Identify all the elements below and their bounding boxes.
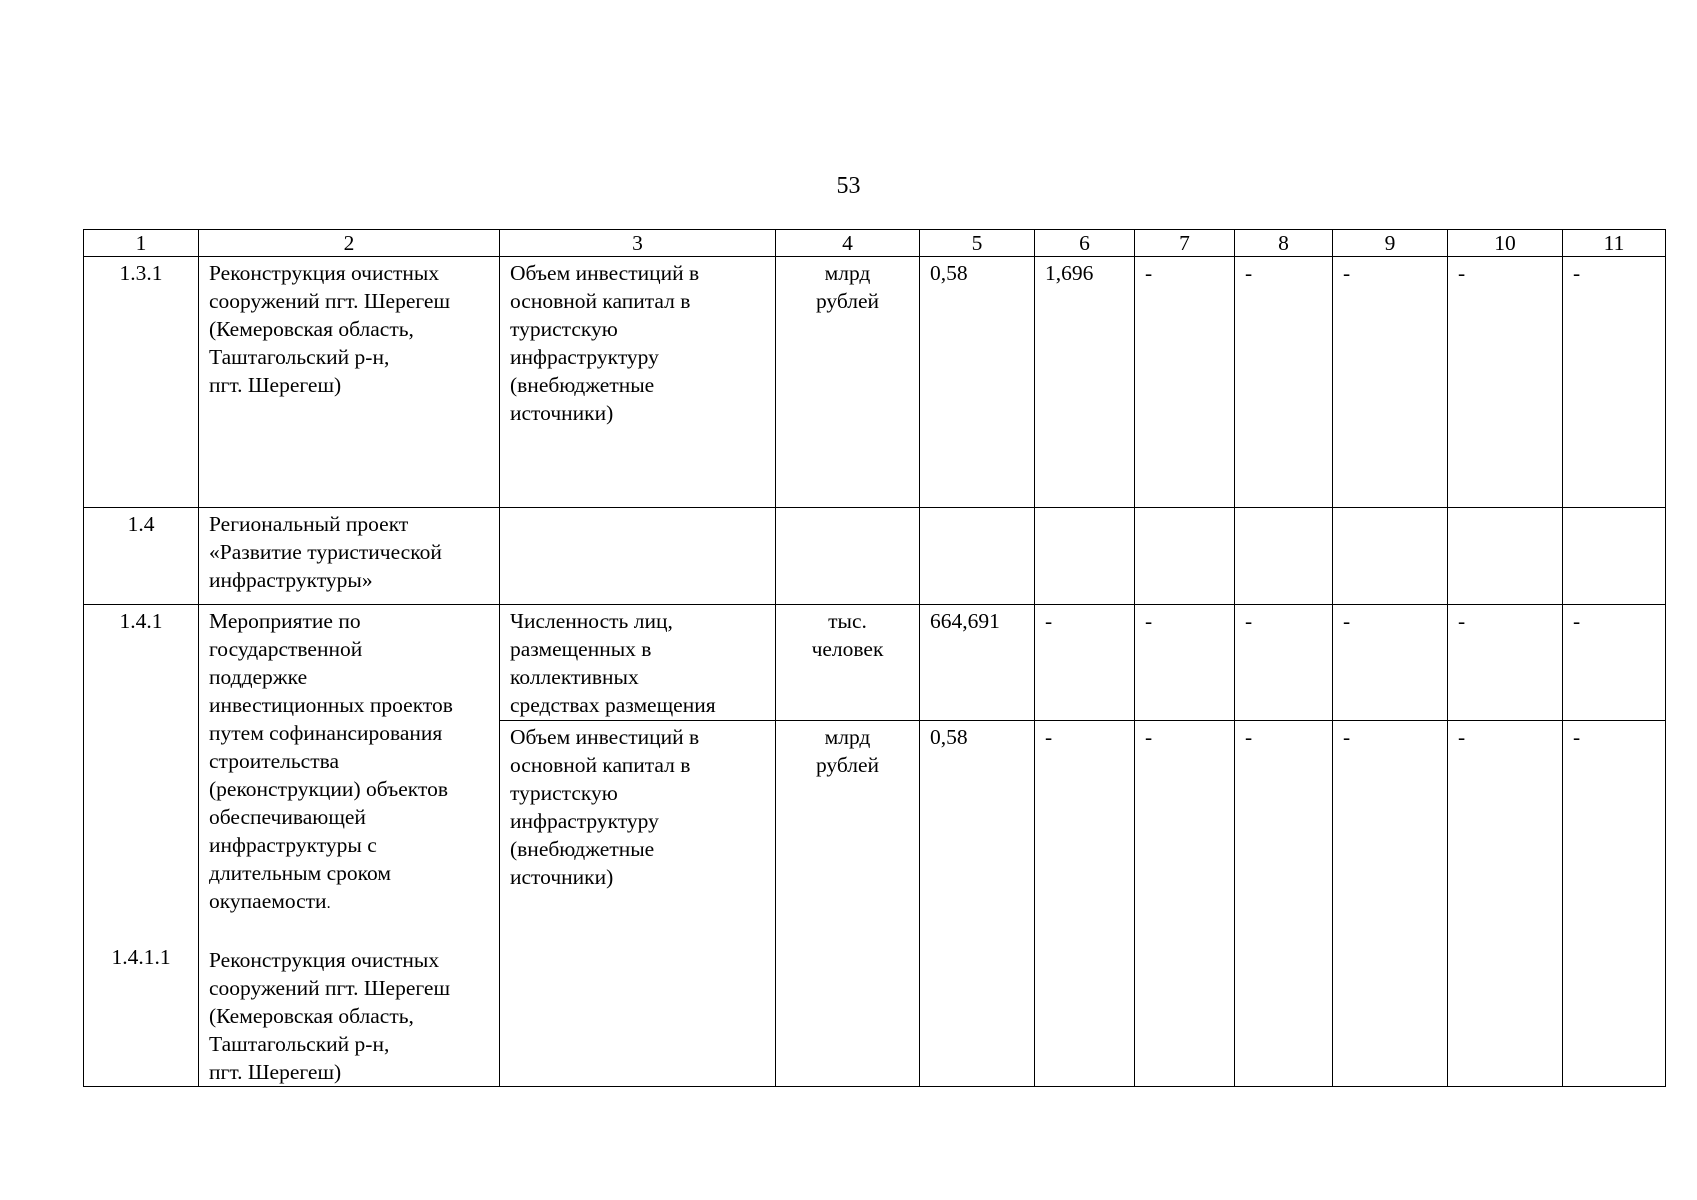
row-unit bbox=[776, 720, 920, 1086]
row-unit bbox=[776, 605, 920, 721]
row-number-main: 1.4.1 bbox=[119, 609, 163, 633]
table-header-row bbox=[84, 230, 1666, 257]
text-line: Таштагольский р-н, bbox=[209, 1032, 390, 1056]
text-line: тыс. bbox=[828, 609, 867, 633]
text-line: (внебюджетные bbox=[510, 373, 655, 397]
empty-cell bbox=[1235, 508, 1333, 605]
text-line: инфраструктуру bbox=[510, 808, 659, 833]
row-indicator bbox=[500, 257, 776, 508]
row-unit bbox=[776, 257, 920, 508]
text-line: путем софинансирования bbox=[209, 721, 443, 745]
empty-cell bbox=[1135, 508, 1235, 605]
value-cell: - bbox=[1448, 605, 1563, 721]
value-cell: - bbox=[1235, 720, 1333, 1086]
value-cell: - bbox=[1563, 257, 1666, 508]
header-cell: 4 bbox=[776, 230, 920, 257]
value-cell: - bbox=[1135, 720, 1235, 1086]
text-line: (Кемеровская область, bbox=[209, 1004, 414, 1028]
value-cell: - bbox=[1035, 605, 1135, 721]
row-name bbox=[199, 508, 500, 605]
empty-cell bbox=[920, 508, 1035, 605]
text-line: основной капитал в bbox=[510, 289, 691, 313]
text-line: Реконструкция очистных bbox=[209, 948, 440, 972]
value-cell: 0,58 bbox=[920, 257, 1035, 508]
text-line: длительным сроком bbox=[209, 861, 391, 885]
text-line: строительства bbox=[209, 749, 340, 773]
text-line: поддержке bbox=[209, 665, 308, 689]
value-cell: - bbox=[1135, 257, 1235, 508]
header-cell: 9 bbox=[1333, 230, 1448, 257]
text-line: источники) bbox=[510, 401, 614, 425]
text-line: инвестиционных проектов bbox=[209, 693, 453, 717]
text-line: Объем инвестиций в bbox=[510, 724, 700, 749]
row-number: 1.4 bbox=[84, 508, 199, 605]
spacer bbox=[94, 635, 188, 943]
text-line: туристскую bbox=[510, 780, 618, 805]
row-indicator bbox=[500, 720, 776, 1086]
value-cell: - bbox=[1235, 257, 1333, 508]
text-line: инфраструктуры» bbox=[209, 568, 373, 592]
header-cell: 5 bbox=[920, 230, 1035, 257]
empty-cell bbox=[1448, 508, 1563, 605]
page-number: 53 bbox=[836, 173, 861, 199]
row-name bbox=[199, 257, 500, 508]
text-line: основной капитал в bbox=[510, 752, 691, 777]
value-cell: 664,691 bbox=[920, 605, 1035, 721]
text-line: рублей bbox=[815, 752, 880, 777]
text-line bbox=[209, 887, 489, 918]
header-cell: 1 bbox=[84, 230, 199, 257]
header-cell: 2 bbox=[199, 230, 500, 257]
text-line: размещенных в bbox=[510, 637, 652, 661]
text-line: инфраструктуры с bbox=[209, 833, 377, 857]
text-line: человек bbox=[811, 637, 884, 661]
spacer bbox=[209, 918, 489, 946]
empty-cell bbox=[776, 508, 920, 605]
header-cell: 10 bbox=[1448, 230, 1563, 257]
value-cell: - bbox=[1563, 605, 1666, 721]
text-line: «Развитие туристической bbox=[209, 540, 442, 564]
text-line: (Кемеровская область, bbox=[209, 317, 414, 341]
value-cell: - bbox=[1563, 720, 1666, 1086]
row-indicator bbox=[500, 605, 776, 721]
text-line: пгт. Шерегеш) bbox=[209, 373, 342, 397]
value-cell: - bbox=[1448, 257, 1563, 508]
text-fragment: . bbox=[326, 895, 331, 912]
empty-cell bbox=[1563, 508, 1666, 605]
text-line: обеспечивающей bbox=[209, 805, 366, 829]
table-row bbox=[84, 257, 1666, 508]
header-cell: 3 bbox=[500, 230, 776, 257]
row-number-sub: 1.4.1.1 bbox=[111, 945, 171, 969]
text-line: млрд bbox=[824, 724, 871, 749]
text-line: (внебюджетные bbox=[510, 836, 655, 861]
value-cell: 0,58 bbox=[920, 720, 1035, 1086]
value-cell: - bbox=[1235, 605, 1333, 721]
value-cell: - bbox=[1448, 720, 1563, 1086]
text-line: млрд bbox=[824, 261, 871, 285]
row-name bbox=[199, 605, 500, 1087]
row-number bbox=[84, 605, 199, 1087]
value-cell: - bbox=[1333, 605, 1448, 721]
text-line: источники) bbox=[510, 864, 614, 889]
empty-cell bbox=[1333, 508, 1448, 605]
indicators-table bbox=[83, 229, 1666, 1087]
text-line: Мероприятие по bbox=[209, 609, 361, 633]
text-line: Таштагольский р-н, bbox=[209, 345, 390, 369]
text-line: сооружений пгт. Шерегеш bbox=[209, 289, 450, 313]
text-line: государственной bbox=[209, 637, 363, 661]
text-line: Объем инвестиций в bbox=[510, 261, 700, 285]
text-line: пгт. Шерегеш) bbox=[209, 1060, 342, 1084]
table-row bbox=[84, 605, 1666, 721]
empty-cell bbox=[1035, 508, 1135, 605]
value-cell: - bbox=[1333, 720, 1448, 1086]
header-cell: 6 bbox=[1035, 230, 1135, 257]
header-cell: 7 bbox=[1135, 230, 1235, 257]
value-cell: - bbox=[1135, 605, 1235, 721]
header-cell: 8 bbox=[1235, 230, 1333, 257]
value-cell: 1,696 bbox=[1035, 257, 1135, 508]
text-line: сооружений пгт. Шерегеш bbox=[209, 976, 450, 1000]
text-line: инфраструктуру bbox=[510, 345, 659, 369]
text-line: средствах размещения bbox=[510, 693, 716, 717]
value-cell: - bbox=[1035, 720, 1135, 1086]
empty-cell bbox=[500, 508, 776, 605]
text-line: туристскую bbox=[510, 317, 618, 341]
text-fragment: окупаемости bbox=[209, 889, 327, 913]
text-line: Реконструкция очистных bbox=[209, 261, 440, 285]
text-line: коллективных bbox=[510, 665, 639, 689]
text-line: Региональный проект bbox=[209, 512, 409, 536]
value-cell: - bbox=[1333, 257, 1448, 508]
text-line: Численность лиц, bbox=[510, 609, 673, 633]
text-line: (реконструкции) объектов bbox=[209, 777, 448, 801]
text-line: рублей bbox=[815, 289, 880, 313]
table-row bbox=[84, 508, 1666, 605]
header-cell: 11 bbox=[1563, 230, 1666, 257]
row-number: 1.3.1 bbox=[84, 257, 199, 508]
